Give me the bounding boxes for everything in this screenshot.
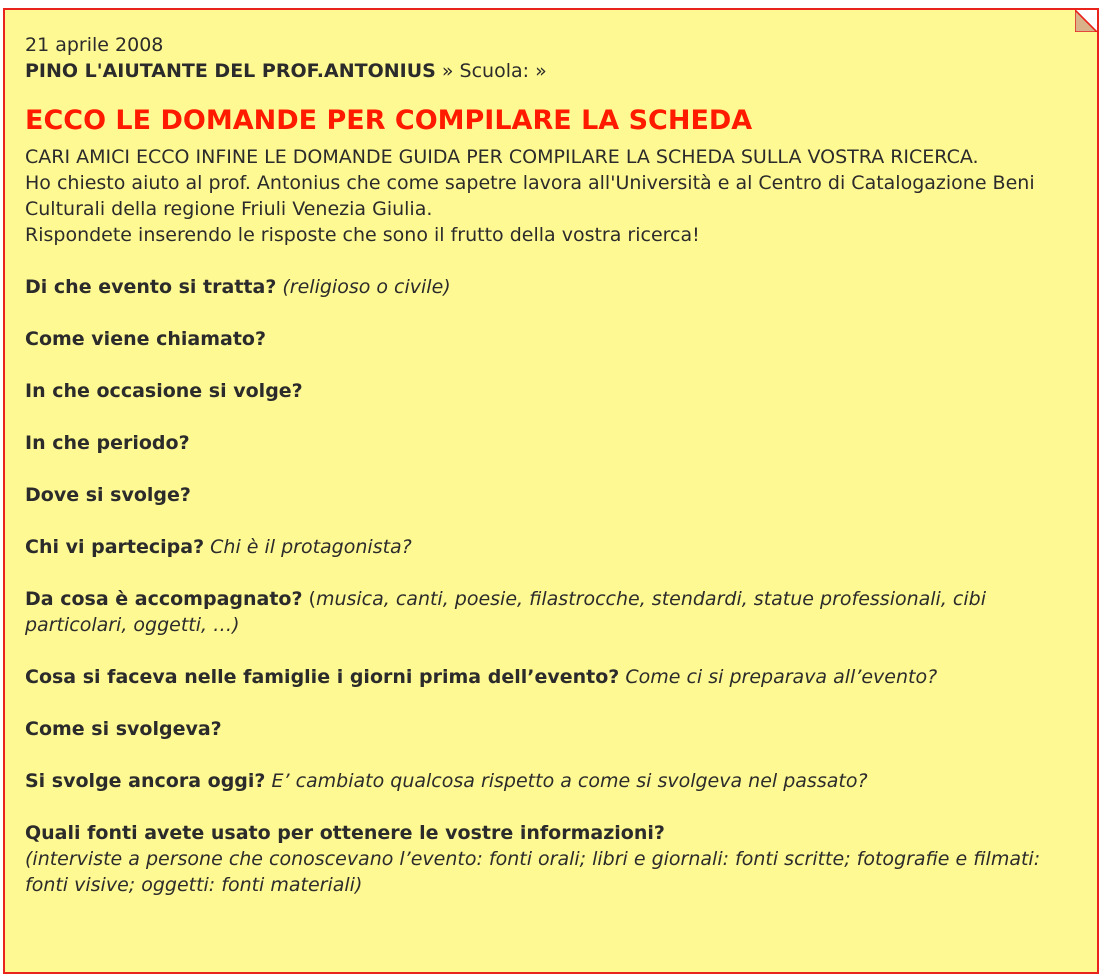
question-hint: E’ cambiato qualcosa rispetto a come si svolgeva nel passato? bbox=[271, 770, 868, 792]
question-text: Chi vi partecipa? bbox=[25, 536, 205, 558]
intro-line: CARI AMICI ECCO INFINE LE DOMANDE GUIDA PER COMPILARE LA SCHEDA SULLA VOSTRA RICERCA. bbox=[25, 146, 979, 168]
question-item bbox=[25, 378, 1073, 404]
question-text: Come si svolgeva? bbox=[25, 718, 222, 740]
question-item bbox=[25, 326, 1073, 352]
question-item bbox=[25, 534, 1073, 560]
question-item bbox=[25, 586, 1073, 638]
question-text: In che occasione si volge? bbox=[25, 380, 303, 402]
question-hint: (religioso o civile) bbox=[282, 276, 451, 298]
question-text: In che periodo? bbox=[25, 432, 190, 454]
question-text: Si svolge ancora oggi? bbox=[25, 770, 266, 792]
question-hint: musica, canti, poesie, filastrocche, stendardi, statue professionali, cibi particolari, oggetti, …) bbox=[25, 588, 986, 636]
post-category: » Scuola: » bbox=[435, 60, 547, 82]
note-content bbox=[25, 32, 1073, 898]
question-item bbox=[25, 820, 1073, 898]
sticky-note bbox=[3, 8, 1099, 974]
question-text: Dove si svolge? bbox=[25, 484, 191, 506]
intro-line: Rispondete inserendo le risposte che sono il frutto della vostra ricerca! bbox=[25, 224, 700, 246]
post-intro bbox=[25, 144, 1073, 248]
post-title: ECCO LE DOMANDE PER COMPILARE LA SCHEDA bbox=[25, 105, 753, 136]
question-item bbox=[25, 274, 1073, 300]
question-hint: (interviste a persone che conoscevano l’evento: fonti orali; libri e giornali: fonti scritte; fotografie e filmati: fonti visive; oggetti: fonti materiali) bbox=[25, 848, 1041, 896]
question-item bbox=[25, 716, 1073, 742]
question-hint: Come ci si preparava all’evento? bbox=[625, 666, 938, 688]
post-meta bbox=[25, 58, 1073, 84]
post-date: 21 aprile 2008 bbox=[25, 34, 164, 56]
question-hint: Chi è il protagonista? bbox=[210, 536, 412, 558]
question-text: Come viene chiamato? bbox=[25, 328, 267, 350]
question-list bbox=[25, 274, 1073, 898]
question-separator: ( bbox=[302, 588, 316, 610]
folded-corner-icon bbox=[1075, 10, 1097, 32]
question-text: Quali fonti avete usato per ottenere le vostre informazioni? bbox=[25, 822, 665, 844]
question-item bbox=[25, 430, 1073, 456]
question-text: Cosa si faceva nelle famiglie i giorni prima dell’evento? bbox=[25, 666, 620, 688]
post-author[interactable]: PINO L'AIUTANTE DEL PROF.ANTONIUS bbox=[25, 60, 436, 82]
question-item bbox=[25, 664, 1073, 690]
question-text: Di che evento si tratta? bbox=[25, 276, 277, 298]
intro-line: Ho chiesto aiuto al prof. Antonius che come sapetre lavora all'Università e al Centro di Catalogazione Beni Culturali della regione Friuli Venezia Giulia. bbox=[25, 172, 1035, 220]
question-item bbox=[25, 768, 1073, 794]
question-text: Da cosa è accompagnato? bbox=[25, 588, 303, 610]
question-item bbox=[25, 482, 1073, 508]
